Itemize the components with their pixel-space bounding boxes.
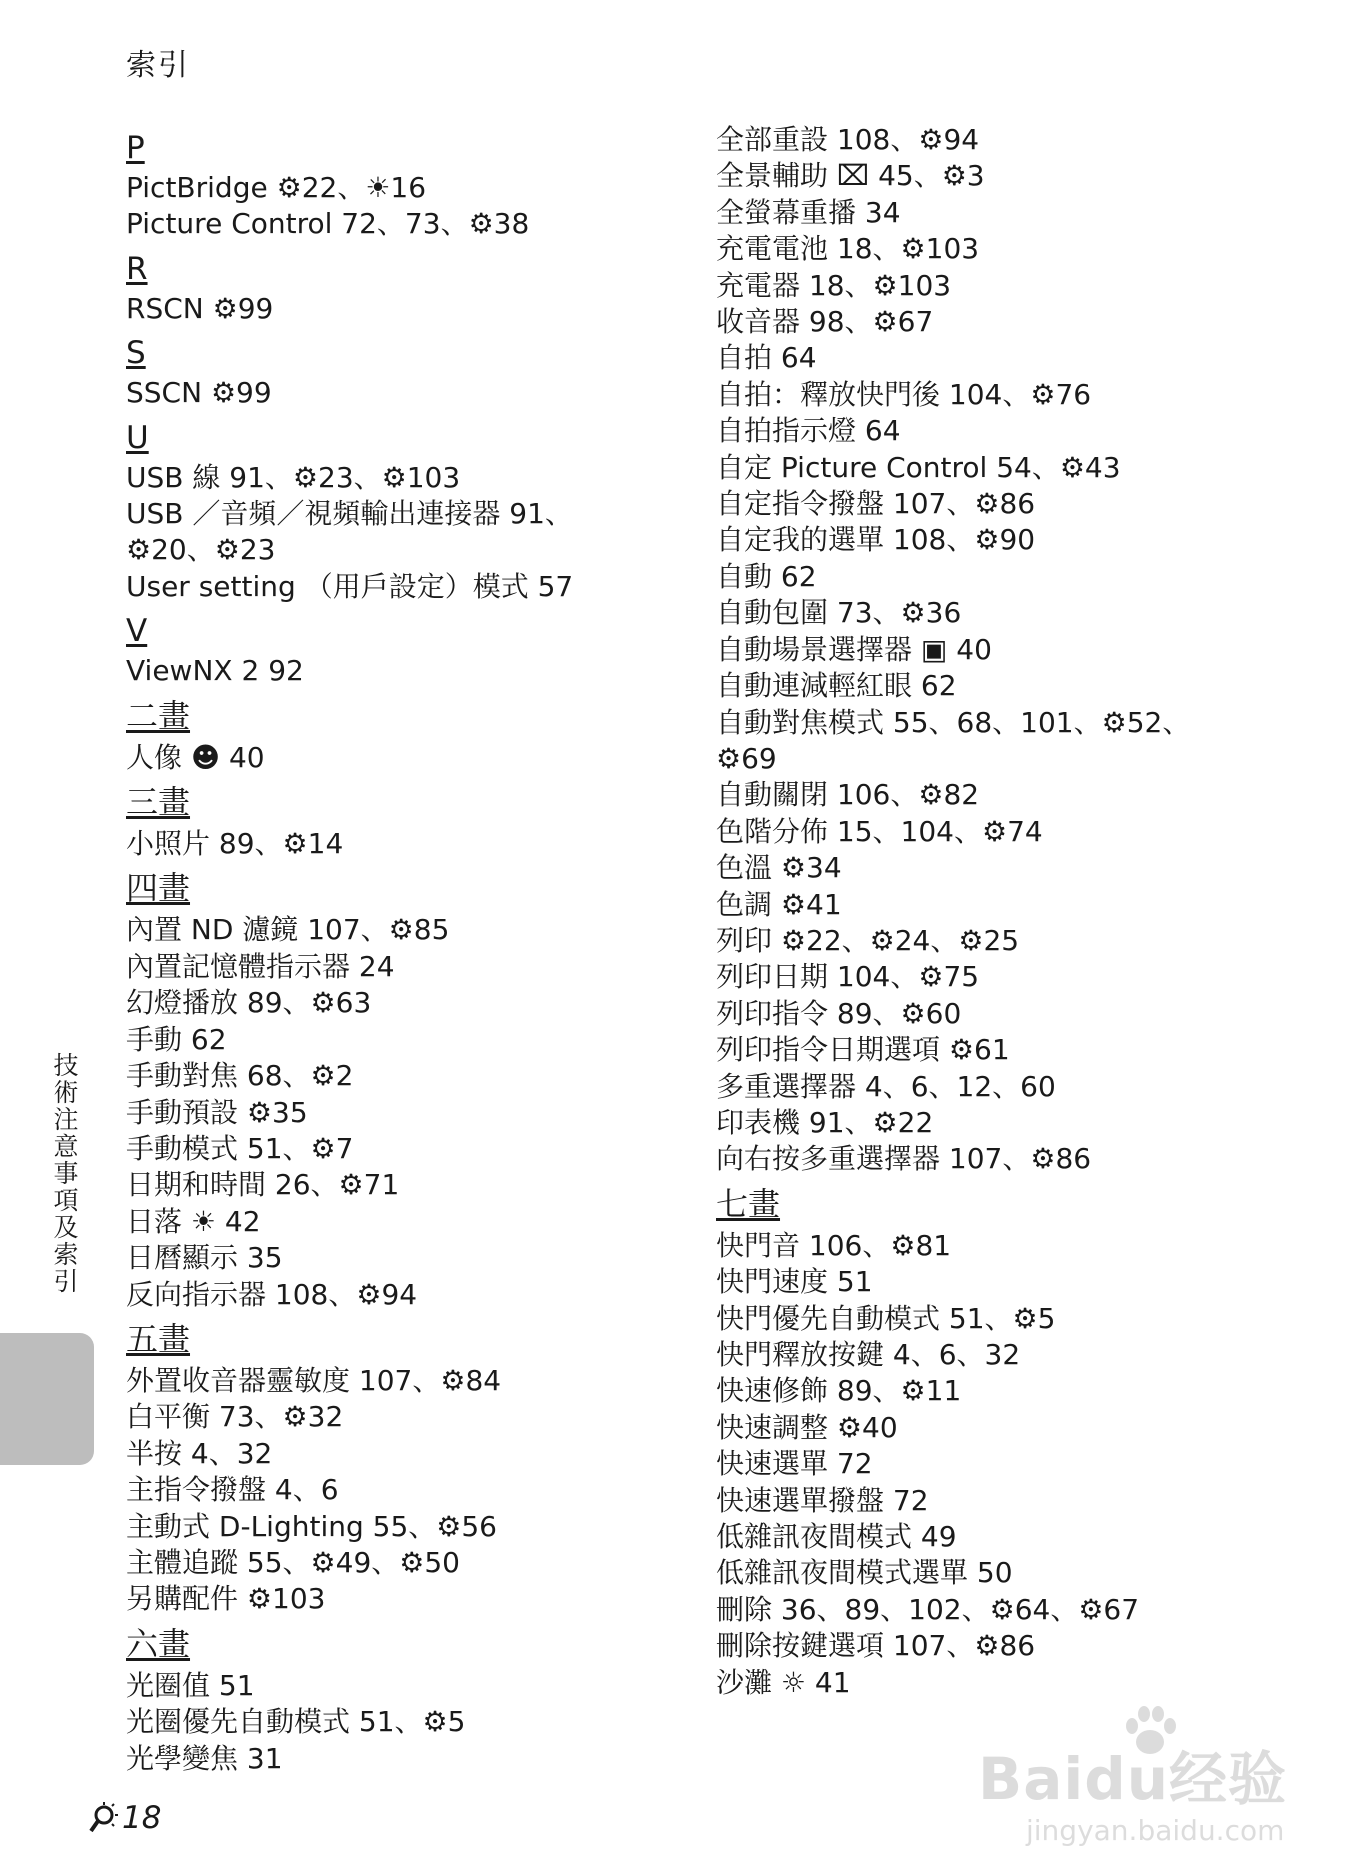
index-entry: 光圈值 51 xyxy=(126,1668,255,1702)
index-entry: 刪除按鍵選項 107、⚙86 xyxy=(716,1629,1036,1663)
index-entry: 快門釋放按鍵 4、6、32 xyxy=(716,1338,1021,1371)
index-entry: 主動式 D-Lighting 55、⚙56 xyxy=(126,1509,498,1543)
index-entry: 低雜訊夜間模式 49 xyxy=(716,1520,957,1554)
index-letter-heading: S xyxy=(126,335,146,372)
index-entry: 主指令撥盤 4、6 xyxy=(126,1473,339,1507)
section-tab xyxy=(0,1333,94,1465)
index-entry: ⚙69 xyxy=(716,741,777,775)
index-entry: 內置記憶體指示器 24 xyxy=(126,949,395,983)
index-entry: 手動預設 ⚙35 xyxy=(126,1095,308,1129)
index-entry: 反向指示器 108、⚙94 xyxy=(126,1277,418,1311)
index-entry: 手動模式 51、⚙7 xyxy=(126,1131,354,1165)
index-entry: 自動關閉 106、⚙82 xyxy=(716,778,980,812)
index-entry: 色階分佈 15、104、⚙74 xyxy=(716,814,1043,848)
index-entry: 自動連減輕紅眼 62 xyxy=(716,669,957,703)
page-title: 索引 xyxy=(126,48,190,83)
index-entry: 快門速度 51 xyxy=(716,1265,873,1299)
section-sidebar-label: 技術注意事項及索引 xyxy=(50,1052,79,1295)
index-entry: 自動對焦模式 55、68、101、⚙52、 xyxy=(716,705,1191,739)
index-entry: Picture Control 72、73、⚙38 xyxy=(126,207,530,241)
index-entry: 全螢幕重播 34 xyxy=(716,195,901,229)
index-entry: 自動 62 xyxy=(716,559,817,593)
index-entry: 手動 62 xyxy=(126,1022,227,1056)
index-entry: 自動包圍 73、⚙36 xyxy=(716,596,962,630)
index-entry: 沙灘 ☼ 41 xyxy=(716,1665,851,1699)
index-entry: 低雜訊夜間模式選單 50 xyxy=(716,1556,1013,1590)
index-stroke-heading: 三畫 xyxy=(126,783,191,822)
index-entry: 自拍指示燈 64 xyxy=(716,414,901,448)
index-entry: 主體追蹤 55、⚙49、⚙50 xyxy=(126,1545,460,1579)
index-entry: User setting （用戶設定）模式 57 xyxy=(126,569,574,603)
index-entry: ⚙20、⚙23 xyxy=(126,533,276,567)
index-stroke-heading: 六畫 xyxy=(126,1624,191,1663)
index-stroke-heading: 二畫 xyxy=(126,696,191,735)
watermark-brand: Baidu经验 xyxy=(978,1745,1288,1813)
index-entry: 快速調整 ⚙40 xyxy=(716,1410,898,1444)
index-entry: 另購配件 ⚙103 xyxy=(126,1582,326,1616)
index-entry: 幻燈播放 89、⚙63 xyxy=(126,986,372,1020)
index-entry: 日曆顯示 35 xyxy=(126,1241,283,1275)
index-entry: 色調 ⚙41 xyxy=(716,887,842,921)
index-entry: 色溫 ⚙34 xyxy=(716,851,842,885)
index-entry: 人像 ☻ 40 xyxy=(126,740,265,774)
index-entry: 小照片 89、⚙14 xyxy=(126,827,344,861)
index-entry: 自定 Picture Control 54、⚙43 xyxy=(716,450,1121,484)
index-entry: RSCN ⚙99 xyxy=(126,291,274,325)
index-entry: ViewNX 2 92 xyxy=(126,654,304,688)
index-entry: 手動對焦 68、⚙2 xyxy=(126,1059,354,1093)
index-entry: 內置 ND 濾鏡 107、⚙85 xyxy=(126,913,450,947)
index-entry: 光學變焦 31 xyxy=(126,1741,283,1775)
index-entry: PictBridge ⚙22、☀16 xyxy=(126,171,427,204)
index-letter-heading: U xyxy=(126,419,149,456)
index-entry: 收音器 98、⚙67 xyxy=(716,305,934,339)
index-entry: SSCN ⚙99 xyxy=(126,376,272,410)
tip-icon xyxy=(86,1801,120,1835)
index-entry: 多重選擇器 4、6、12、60 xyxy=(716,1069,1056,1103)
index-entry: 快門優先自動模式 51、⚙5 xyxy=(716,1301,1056,1335)
index-entry: USB 線 91、⚙23、⚙103 xyxy=(126,460,461,494)
index-stroke-heading: 四畫 xyxy=(126,869,191,908)
index-entry: 白平衡 73、⚙32 xyxy=(126,1400,344,1434)
index-entry: USB ／音頻／視頻輸出連接器 91、 xyxy=(126,497,573,531)
index-entry: 全部重設 108、⚙94 xyxy=(716,123,980,156)
watermark xyxy=(970,1710,1310,1870)
index-entry: 快速選單 72 xyxy=(716,1447,873,1481)
index-entry: 快速修飾 89、⚙11 xyxy=(716,1374,962,1408)
index-stroke-heading: 五畫 xyxy=(126,1319,191,1358)
index-entry: 列印日期 104、⚙75 xyxy=(716,960,980,994)
index-letter-heading: R xyxy=(126,250,148,287)
index-letter-heading: V xyxy=(126,613,148,650)
index-stroke-heading: 七畫 xyxy=(716,1184,781,1223)
index-entry: 日落 ☀ 42 xyxy=(126,1204,261,1238)
index-entry: 自拍：釋放快門後 104、⚙76 xyxy=(716,377,1092,411)
index-entry: 刪除 36、89、102、⚙64、⚙67 xyxy=(716,1592,1140,1626)
index-entry: 日期和時間 26、⚙71 xyxy=(126,1168,400,1202)
index-entry: 充電電池 18、⚙103 xyxy=(716,232,980,266)
index-entry: 半按 4、32 xyxy=(126,1436,273,1470)
index-entry: 自定指令撥盤 107、⚙86 xyxy=(716,487,1036,521)
index-entry: 列印指令 89、⚙60 xyxy=(716,996,962,1030)
index-entry: 向右按多重選擇器 107、⚙86 xyxy=(716,1142,1092,1176)
page-number: 18 xyxy=(122,1800,162,1836)
page-footer xyxy=(86,1800,161,1836)
index-entry: 列印 ⚙22、⚙24、⚙25 xyxy=(716,923,1020,957)
index-entry: 自定我的選單 108、⚙90 xyxy=(716,523,1036,557)
index-entry: 外置收音器靈敏度 107、⚙84 xyxy=(126,1363,502,1397)
index-entry: 全景輔助 ⌧ 45、⚙3 xyxy=(716,159,985,193)
index-column-left xyxy=(126,122,686,1777)
index-entry: 充電器 18、⚙103 xyxy=(716,268,952,302)
index-entry: 光圈優先自動模式 51、⚙5 xyxy=(126,1705,466,1739)
index-entry: 列印指令日期選項 ⚙61 xyxy=(716,1033,1010,1067)
index-entry: 印表機 91、⚙22 xyxy=(716,1105,934,1139)
index-entry: 自拍 64 xyxy=(716,341,817,375)
watermark-url: jingyan.baidu.com xyxy=(1026,1814,1285,1847)
index-entry: 快門音 106、⚙81 xyxy=(716,1228,952,1262)
index-column-right xyxy=(716,122,1276,1701)
index-entry: 自動場景選擇器 ▣ 40 xyxy=(716,632,992,666)
index-letter-heading: P xyxy=(126,130,145,166)
index-entry: 快速選單撥盤 72 xyxy=(716,1483,929,1517)
